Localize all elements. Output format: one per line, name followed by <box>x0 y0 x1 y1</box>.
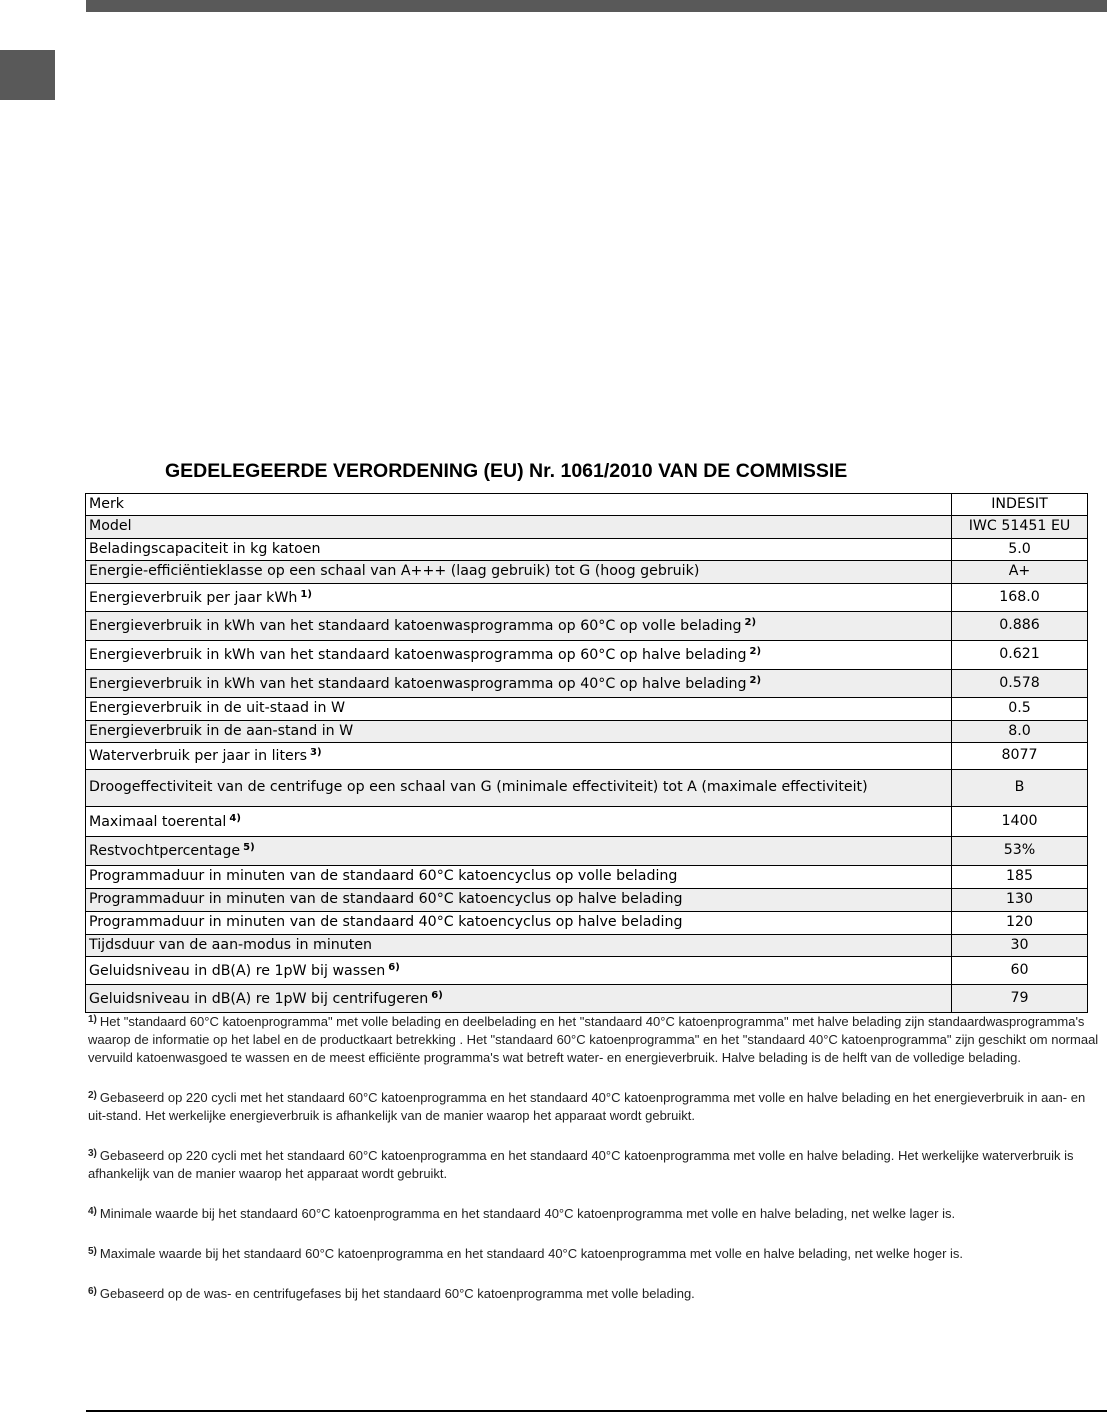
row-value: IWC 51451 EU <box>952 516 1088 539</box>
table-row <box>86 641 1088 670</box>
footnote-6 <box>88 1283 1100 1303</box>
footnote-number: 3) <box>88 1148 97 1159</box>
table-row <box>86 837 1088 866</box>
table-row <box>86 985 1088 1013</box>
row-value: 53% <box>952 837 1088 866</box>
row-label-text: Maximaal toerental <box>89 813 227 830</box>
row-label <box>86 539 952 561</box>
row-label-text: Programmaduur in minuten van de standaard 60°C katoencyclus op halve belading <box>89 891 683 908</box>
footnote-text: Maximale waarde bij het standaard 60°C katoenprogramma en het standaard 40°C katoenprogramma met volle en halve belading, net welke hoger is. <box>99 1246 964 1261</box>
row-label-text: Model <box>89 518 132 535</box>
row-label <box>86 889 952 912</box>
footnote-3 <box>88 1145 1100 1183</box>
table-row <box>86 539 1088 561</box>
row-label <box>86 670 952 698</box>
table-row <box>86 670 1088 698</box>
footnote-text: Minimale waarde bij het standaard 60°C katoenprogramma en het standaard 40°C katoenprogramma met volle en halve belading, net welke lager is. <box>99 1206 956 1221</box>
table-row <box>86 866 1088 889</box>
table-row <box>86 935 1088 957</box>
footnote-number: 4) <box>88 1206 97 1217</box>
row-label-text: Energieverbruik in kWh van het standaard katoenwasprogramma op 40°C op halve belading <box>89 675 747 692</box>
row-value: 120 <box>952 912 1088 935</box>
header-bar <box>86 0 1107 12</box>
row-label-text: Energieverbruik in de uit-staad in W <box>89 700 346 717</box>
footnote-1 <box>88 1011 1100 1067</box>
footnote-ref: 6) <box>431 989 443 1001</box>
table-row <box>86 516 1088 539</box>
table-row <box>86 721 1088 743</box>
row-label <box>86 494 952 516</box>
row-label-text: Energieverbruik in kWh van het standaard katoenwasprogramma op 60°C op volle belading <box>89 618 742 635</box>
footnote-ref: 6) <box>388 961 400 973</box>
page-tab-marker <box>0 50 55 100</box>
table-row <box>86 561 1088 584</box>
row-value: 1400 <box>952 807 1088 837</box>
footnote-number: 6) <box>88 1286 97 1297</box>
row-label-text: Tijdsduur van de aan-modus in minuten <box>89 936 373 953</box>
footer-rule <box>86 1410 1107 1412</box>
row-label-text: Energie-efficiëntieklasse op een schaal van A+++ (laag gebruik) tot G (hoog gebruik) <box>89 563 700 580</box>
row-label <box>86 807 952 837</box>
row-value: 0.886 <box>952 612 1088 641</box>
row-label-text: Waterverbruik per jaar in liters <box>89 748 307 765</box>
footnote-2 <box>88 1087 1100 1125</box>
row-label-text: Beladingscapaciteit in kg katoen <box>89 540 321 557</box>
row-label-text: Energieverbruik in de aan-stand in W <box>89 722 354 739</box>
footnote-text: Gebaseerd op de was- en centrifugefases bij het standaard 60°C katoenprogramma met volle belading. <box>99 1286 695 1301</box>
row-label <box>86 866 952 889</box>
row-label-text: Energieverbruik in kWh van het standaard katoenwasprogramma op 60°C op halve belading <box>89 647 747 664</box>
footnote-number: 2) <box>88 1090 97 1101</box>
footnote-ref: 4) <box>229 812 241 824</box>
table-row <box>86 612 1088 641</box>
row-value: 8.0 <box>952 721 1088 743</box>
row-value: 130 <box>952 889 1088 912</box>
footnote-text: Gebaseerd op 220 cycli met het standaard 60°C katoenprogramma en het standaard 40°C katoenprogramma met volle en halve belading. Het werkelijke waterverbruik is afhankelijk van de manier waarop het apparaat wordt gebruikt. <box>88 1148 1074 1181</box>
row-label-text: Energieverbruik per jaar kWh <box>89 589 298 606</box>
row-label-text: Programmaduur in minuten van de standaard 60°C katoencyclus op volle belading <box>89 868 678 885</box>
footnote-text: Gebaseerd op 220 cycli met het standaard 60°C katoenprogramma en het standaard 40°C katoenprogramma met volle en halve belading en het energieverbruik in aan- en uit-stand. Het werkelijke energieverbruik is afhankelijk van de manier waarop het apparaat wordt gebruikt. <box>88 1090 1086 1123</box>
table-row <box>86 807 1088 837</box>
row-value: B <box>952 770 1088 807</box>
row-label <box>86 985 952 1013</box>
row-value: 79 <box>952 985 1088 1013</box>
row-value: 60 <box>952 957 1088 985</box>
row-label-text: Restvochtpercentage <box>89 843 241 860</box>
row-label <box>86 584 952 612</box>
row-value: INDESIT <box>952 494 1088 516</box>
row-label <box>86 561 952 584</box>
row-label <box>86 721 952 743</box>
row-label <box>86 935 952 957</box>
row-label-text: Programmaduur in minuten van de standaard 40°C katoencyclus op halve belading <box>89 914 683 931</box>
footnote-ref: 2) <box>744 617 757 629</box>
row-label <box>86 641 952 670</box>
footnote-number: 1) <box>88 1014 97 1025</box>
row-label <box>86 612 952 641</box>
footnote-ref: 2) <box>749 646 762 658</box>
row-label <box>86 770 952 807</box>
table-row <box>86 743 1088 770</box>
row-label <box>86 837 952 866</box>
footnote-4 <box>88 1203 1100 1223</box>
footnote-ref: 5) <box>243 842 255 854</box>
row-label-text: Droogeffectiviteit van de centrifuge op een schaal van G (minimale effectiviteit) tot A (maximale effectiviteit) <box>89 779 868 796</box>
table-row <box>86 770 1088 807</box>
footnote-text: Het "standaard 60°C katoenprogramma" met volle belading en deelbelading en het "standaard 40°C katoenprogramma" met halve belading zijn standaardwasprogramma's waarop de informatie op het label en de productkaart betrekking . Het "standaard 60°C katoenprogramma" en het "standaard 40°C katoenprogramma" zijn geschikt om normaal vervuild katoenwasgoed te wassen en de meest efficiënte programma's wat betreft water- en energieverbruik. Halve belading is de helft van de volledige belading. <box>88 1014 1099 1065</box>
row-value: 0.621 <box>952 641 1088 670</box>
footnote-ref: 3) <box>310 747 322 759</box>
row-value: A+ <box>952 561 1088 584</box>
footnote-number: 5) <box>88 1246 97 1257</box>
row-label <box>86 957 952 985</box>
table-row <box>86 957 1088 985</box>
row-label <box>86 743 952 770</box>
footnotes <box>88 1011 1100 1323</box>
table-row <box>86 912 1088 935</box>
row-value: 185 <box>952 866 1088 889</box>
product-fiche-table <box>85 493 1088 1013</box>
row-label-text: Geluidsniveau in dB(A) re 1pW bij wassen <box>89 962 386 979</box>
row-value: 168.0 <box>952 584 1088 612</box>
row-label <box>86 698 952 721</box>
table-row <box>86 494 1088 516</box>
table-row <box>86 889 1088 912</box>
row-value: 5.0 <box>952 539 1088 561</box>
row-label <box>86 516 952 539</box>
row-value: 0.578 <box>952 670 1088 698</box>
row-value: 30 <box>952 935 1088 957</box>
row-value: 8077 <box>952 743 1088 770</box>
footnote-ref: 2) <box>749 674 762 686</box>
table-row <box>86 698 1088 721</box>
row-label-text: Merk <box>89 495 125 512</box>
row-value: 0.5 <box>952 698 1088 721</box>
footnote-5 <box>88 1243 1100 1263</box>
table-row <box>86 584 1088 612</box>
page-title: GEDELEGEERDE VERORDENING (EU) Nr. 1061/2010 VAN DE COMMISSIE <box>165 460 848 482</box>
row-label-text: Geluidsniveau in dB(A) re 1pW bij centrifugeren <box>89 990 429 1007</box>
footnote-ref: 1) <box>300 588 312 600</box>
row-label <box>86 912 952 935</box>
